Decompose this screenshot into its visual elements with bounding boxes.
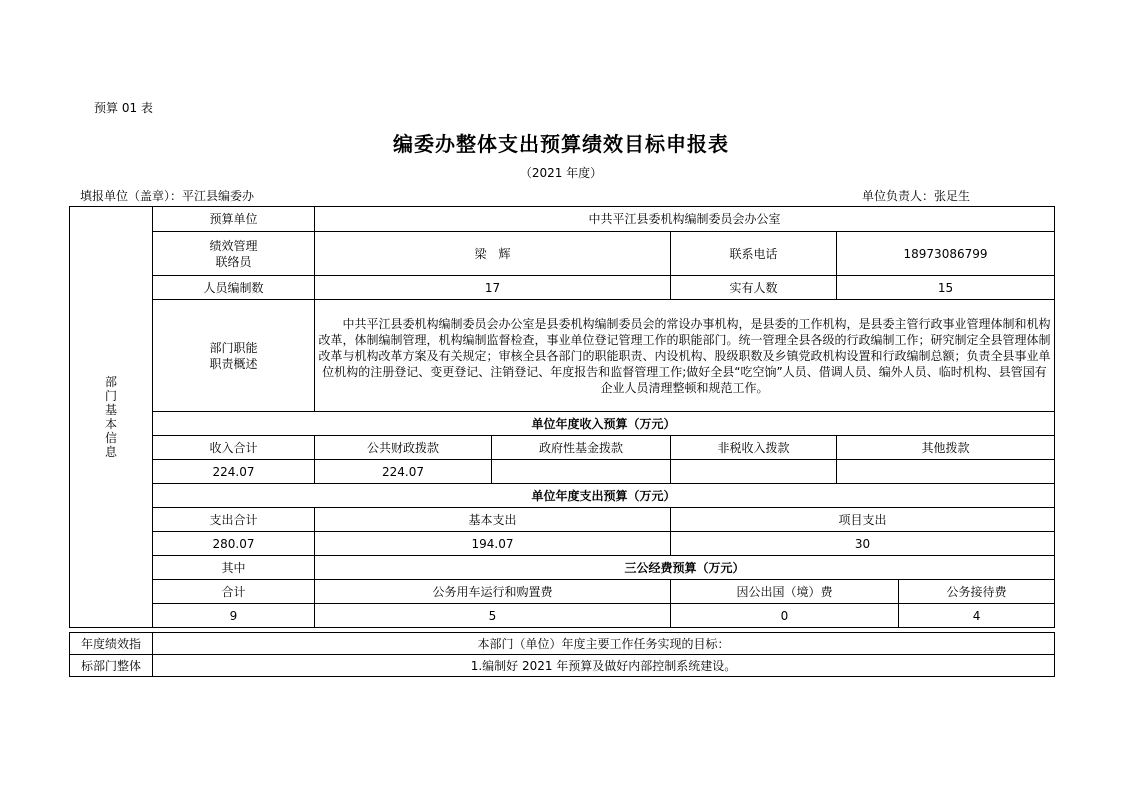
- table-row: [70, 556, 1055, 580]
- income-header-public: 公共财政拨款: [315, 436, 492, 460]
- income-header-total: 收入合计: [153, 436, 315, 460]
- budget-unit-value: 中共平江县委机构编制委员会办公室: [315, 207, 1055, 232]
- income-value-public: 224.07: [315, 460, 492, 484]
- actual-staff-value: 15: [837, 276, 1055, 300]
- three-value-abroad: 0: [671, 604, 899, 628]
- contact-label: 绩效管理 联络员: [153, 232, 315, 276]
- contact-name: 梁 辉: [315, 232, 671, 276]
- page-title: 编委办整体支出预算绩效目标申报表: [393, 132, 729, 156]
- income-value-fund: [492, 460, 671, 484]
- table-row: [70, 207, 1055, 232]
- income-value-nontax: [671, 460, 837, 484]
- income-header-fund: 政府性基金拨款: [492, 436, 671, 460]
- goals-label-line-2: 标部门整体: [70, 655, 153, 677]
- income-value-total: 224.07: [153, 460, 315, 484]
- unit-responsible: 单位负责人：张足生: [862, 189, 971, 203]
- income-value-other: [837, 460, 1055, 484]
- income-header-nontax: 非税收入拨款: [671, 436, 837, 460]
- phone-label: 联系电话: [671, 232, 837, 276]
- expense-value-project: 30: [671, 532, 1055, 556]
- three-value-total: 9: [153, 604, 315, 628]
- three-header-abroad: 因公出国（境）费: [671, 580, 899, 604]
- three-public-heading: 三公经费预算（万元）: [315, 556, 1055, 580]
- budget-form-table: [69, 206, 1055, 628]
- table-row: [70, 532, 1055, 556]
- table-row: [70, 412, 1055, 436]
- table-row: [70, 276, 1055, 300]
- duty-description: 中共平江县委机构编制委员会办公室是县委机构编制委员会的常设办事机构，是县委的工作机构，是县委主管行政事业管理体制和机构改革，体制编制管理，机构编制监督检查，事业单位登记管理工作的职能部门。统一管理全县各级的行政编制工作；研究制定全县管理体制改革与机构改革方案及有关规定；审核全县各部门的职能职责、内设机构、股级职数及乡镇党政机构设置和行政编制总额；负责全县事业单位机构的注册登记、变更登记、注销登记、年度报告和监督管理工作;做好全县“吃空饷”人员、借调人员、编外人员、临时机构、县管国有企业人员清理整顿和规范工作。: [315, 300, 1055, 412]
- three-header-total: 合计: [153, 580, 315, 604]
- income-heading: 单位年度收入预算（万元）: [153, 412, 1055, 436]
- expense-header-basic: 基本支出: [315, 508, 671, 532]
- table-row: [70, 232, 1055, 276]
- three-value-vehicle: 5: [315, 604, 671, 628]
- table-row: [70, 436, 1055, 460]
- three-value-reception: 4: [899, 604, 1055, 628]
- table-row: [70, 484, 1055, 508]
- expense-value-total: 280.07: [153, 532, 315, 556]
- three-header-vehicle: 公务用车运行和购置费: [315, 580, 671, 604]
- goals-line-1: 本部门（单位）年度主要工作任务实现的目标：: [153, 633, 1055, 655]
- actual-staff-label: 实有人数: [671, 276, 837, 300]
- table-row: [70, 580, 1055, 604]
- expense-value-basic: 194.07: [315, 532, 671, 556]
- expense-header-total: 支出合计: [153, 508, 315, 532]
- goals-label-line-1: 年度绩效指: [70, 633, 153, 655]
- three-header-reception: 公务接待费: [899, 580, 1055, 604]
- table-row: [70, 633, 1055, 655]
- form-number: 预算 01 表: [94, 101, 153, 115]
- goals-line-2: 1.编制好 2021 年预算及做好内部控制系统建设。: [153, 655, 1055, 677]
- table-row: [70, 604, 1055, 628]
- income-header-other: 其他拨款: [837, 436, 1055, 460]
- table-row: [70, 300, 1055, 412]
- staff-quota-label: 人员编制数: [153, 276, 315, 300]
- budget-unit-label: 预算单位: [153, 207, 315, 232]
- section-label-basic-info: 部门基本信息: [70, 207, 153, 628]
- expense-heading: 单位年度支出预算（万元）: [153, 484, 1055, 508]
- staff-quota-value: 17: [315, 276, 671, 300]
- duty-label: 部门职能 职责概述: [153, 300, 315, 412]
- goals-table: [69, 632, 1055, 677]
- table-row: [70, 460, 1055, 484]
- filling-unit: 填报单位（盖章）：平江县编委办: [80, 189, 255, 203]
- expense-header-project: 项目支出: [671, 508, 1055, 532]
- table-row: [70, 508, 1055, 532]
- year-label: （2021 年度）: [519, 166, 603, 180]
- of-which-label: 其中: [153, 556, 315, 580]
- table-row: [70, 655, 1055, 677]
- phone-value: 18973086799: [837, 232, 1055, 276]
